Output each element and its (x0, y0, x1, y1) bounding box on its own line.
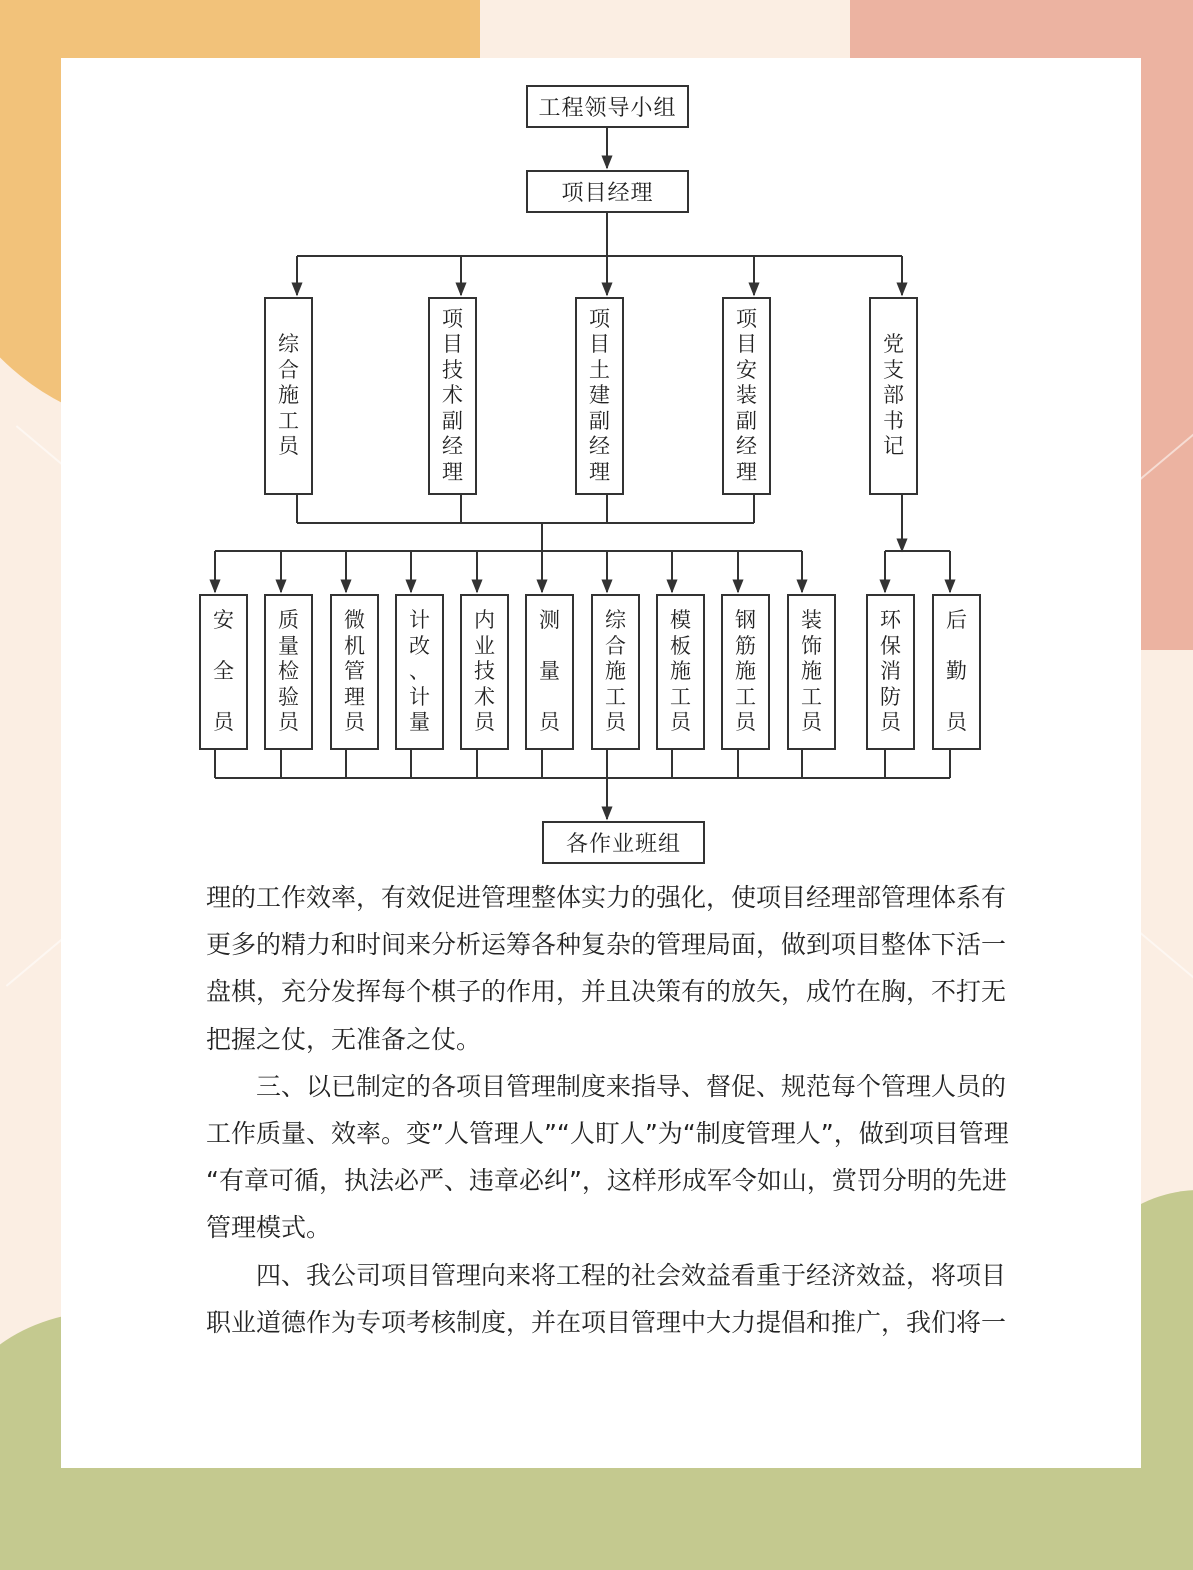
org-box-label (474, 608, 495, 736)
org-box-char: 员 (946, 710, 967, 735)
org-box-char: 勤 (946, 659, 967, 684)
org-box-char: 术 (474, 684, 495, 709)
org-box-char (946, 634, 967, 660)
org-box-char: 板 (670, 633, 691, 658)
org-box-char: 计 (409, 608, 430, 633)
org-box-char: 记 (883, 434, 904, 459)
org-box-internal-technician (460, 594, 509, 750)
org-box-char: 测 (539, 608, 560, 633)
org-box-char: 环 (880, 608, 901, 633)
org-box-char: 工 (278, 408, 299, 433)
org-box-revision-measurement (395, 594, 444, 750)
org-box-char (213, 685, 234, 711)
org-box-char: 施 (801, 659, 822, 684)
org-box-char: 安 (213, 608, 234, 633)
org-box-char: 经 (736, 434, 757, 459)
org-box-char: 综 (278, 332, 299, 357)
org-box-char (946, 685, 967, 711)
text-line: 职业道德作为专项考核制度，并在项目管理中大力提倡和推广，我们将一 (206, 1307, 1007, 1337)
org-box-char: 内 (474, 608, 495, 633)
org-box-char (539, 685, 560, 711)
org-box-project-manager (526, 170, 689, 213)
org-box-char: 合 (605, 633, 626, 658)
org-box-char: 改 (409, 633, 430, 658)
org-box-char: 验 (278, 684, 299, 709)
text-line: 四、我公司项目管理向来将工程的社会效益看重于经济效益，将项目 (206, 1260, 1007, 1290)
org-box-char: 项 (589, 306, 610, 331)
org-box-char: 防 (880, 684, 901, 709)
org-box-char: 量 (278, 633, 299, 658)
org-box-char: 员 (213, 710, 234, 735)
org-box-char: 土 (589, 357, 610, 382)
org-box-environmental-fire-officer (866, 594, 915, 750)
org-box-char: 员 (474, 710, 495, 735)
org-box-char: 技 (442, 357, 463, 382)
org-box-char: 筋 (735, 633, 756, 658)
org-box-char: 副 (442, 408, 463, 433)
org-box-safety-officer (199, 594, 248, 750)
org-box-char: 合 (278, 357, 299, 382)
org-box-char: 部 (883, 383, 904, 408)
org-box-deputy-manager-installation (722, 297, 771, 495)
org-box-char: 员 (278, 710, 299, 735)
org-box-deputy-manager-civil (575, 297, 624, 495)
org-box-char: 管 (344, 659, 365, 684)
org-box-surveyor (525, 594, 574, 750)
body-text (206, 874, 1046, 1346)
org-box-char: 目 (442, 332, 463, 357)
org-box-char: 装 (801, 608, 822, 633)
org-box-char: 全 (213, 659, 234, 684)
org-box-char: 量 (539, 659, 560, 684)
org-box-char: 术 (442, 383, 463, 408)
org-box-char (539, 634, 560, 660)
org-box-general-construction-officer (264, 297, 313, 495)
org-box-char: 业 (474, 633, 495, 658)
org-box-char: 技 (474, 659, 495, 684)
org-box-label (213, 608, 234, 736)
org-box-char: 装 (736, 383, 757, 408)
org-box-char: 模 (670, 608, 691, 633)
org-box-label: 项目经理 (561, 181, 654, 206)
text-line: 三、以已制定的各项目管理制度来指导、督促、规范每个管理人员的 (206, 1071, 1007, 1101)
org-box-rebar-officer (721, 594, 770, 750)
org-box-logistics-officer (932, 594, 981, 750)
org-box-char: 工 (605, 684, 626, 709)
org-box-char: 目 (589, 332, 610, 357)
org-box-char: 饰 (801, 633, 822, 658)
org-box-char: 员 (539, 710, 560, 735)
org-box-char: 经 (589, 434, 610, 459)
text-line: 把握之仗，无准备之仗。 (206, 1024, 482, 1054)
org-box-char: 员 (880, 710, 901, 735)
org-box-label (946, 608, 967, 736)
org-box-char: 员 (801, 710, 822, 735)
org-box-quality-inspector (264, 594, 313, 750)
org-box-char: 项 (736, 306, 757, 331)
text-line: 理的工作效率，有效促进管理整体实力的强化，使项目经理部管理体系有 (206, 883, 1007, 912)
org-box-char: 检 (278, 659, 299, 684)
org-box-label (735, 608, 756, 736)
org-box-char: 工 (801, 684, 822, 709)
org-box-label (409, 608, 430, 736)
org-box-char: 施 (670, 659, 691, 684)
org-box-char: 施 (735, 659, 756, 684)
org-box-label (670, 608, 691, 736)
org-box-char: 施 (278, 383, 299, 408)
org-box-char: 施 (605, 659, 626, 684)
org-box-char: 员 (735, 710, 756, 735)
org-box-char: 员 (344, 710, 365, 735)
org-box-char: 经 (442, 434, 463, 459)
org-box-computer-admin (330, 594, 379, 750)
org-box-label (801, 608, 822, 736)
org-box-deputy-manager-technical (428, 297, 477, 495)
org-box-label (442, 307, 463, 486)
org-box-char: 目 (736, 332, 757, 357)
org-box-char: 理 (589, 459, 610, 484)
org-box-general-construction-worker (591, 594, 640, 750)
org-box-leadership-group (526, 85, 689, 128)
org-box-char: 安 (736, 357, 757, 382)
org-box-label (278, 332, 299, 460)
org-box-char: 支 (883, 357, 904, 382)
org-box-char: 员 (278, 434, 299, 459)
text-line: 更多的精力和时间来分析运筹各种复杂的管理局面，做到项目整体下活一 (206, 930, 1007, 960)
org-box-char: 工 (735, 684, 756, 709)
text-line: 管理模式。 (206, 1213, 332, 1243)
org-box-party-secretary (869, 297, 918, 495)
org-box-char: 质 (278, 608, 299, 633)
org-box-char: 副 (736, 408, 757, 433)
org-box-formwork-officer (656, 594, 705, 750)
org-box-char: 理 (344, 684, 365, 709)
org-box-char: 量 (409, 710, 430, 735)
org-box-label (605, 608, 626, 736)
org-box-label (736, 307, 757, 486)
org-box-label: 工程领导小组 (538, 96, 677, 121)
org-box-char: 员 (605, 710, 626, 735)
org-box-char: 微 (344, 608, 365, 633)
org-box-label (883, 332, 904, 460)
org-box-char: 工 (670, 684, 691, 709)
org-box-label: 各作业班组 (565, 832, 681, 857)
org-box-char: 综 (605, 608, 626, 633)
org-box-label (278, 608, 299, 736)
org-box-label (539, 608, 560, 736)
org-box-label (589, 307, 610, 486)
org-box-char: 书 (883, 408, 904, 433)
org-box-label (880, 608, 901, 736)
org-box-char: 员 (670, 710, 691, 735)
text-line: 盘棋，充分发挥每个棋子的作用，并且决策有的放矢，成竹在胸，不打无 (206, 977, 1007, 1007)
org-box-char: 项 (442, 306, 463, 331)
org-box-char: 建 (589, 383, 610, 408)
org-box-char: 副 (589, 408, 610, 433)
org-box-work-teams (542, 821, 705, 864)
org-box-char: 党 (883, 332, 904, 357)
org-box-char: 后 (946, 608, 967, 633)
org-box-char: 保 (880, 633, 901, 658)
org-box-label (344, 608, 365, 736)
org-box-decoration-officer (787, 594, 836, 750)
org-box-char: 计 (409, 684, 430, 709)
text-line: 工作质量、效率。变”人管理人”“人盯人”为“制度管理人”，做到项目管理 (206, 1118, 1009, 1148)
org-box-char: 机 (344, 633, 365, 658)
org-box-char: 钢 (735, 608, 756, 633)
org-box-char: 理 (736, 459, 757, 484)
org-box-char: 、 (409, 659, 430, 684)
text-line: “有章可循，执法必严、违章必纠”，这样形成军令如山，赏罚分明的先进 (206, 1166, 1007, 1196)
org-box-char (213, 634, 234, 660)
org-box-char: 消 (880, 659, 901, 684)
org-box-char: 理 (442, 459, 463, 484)
